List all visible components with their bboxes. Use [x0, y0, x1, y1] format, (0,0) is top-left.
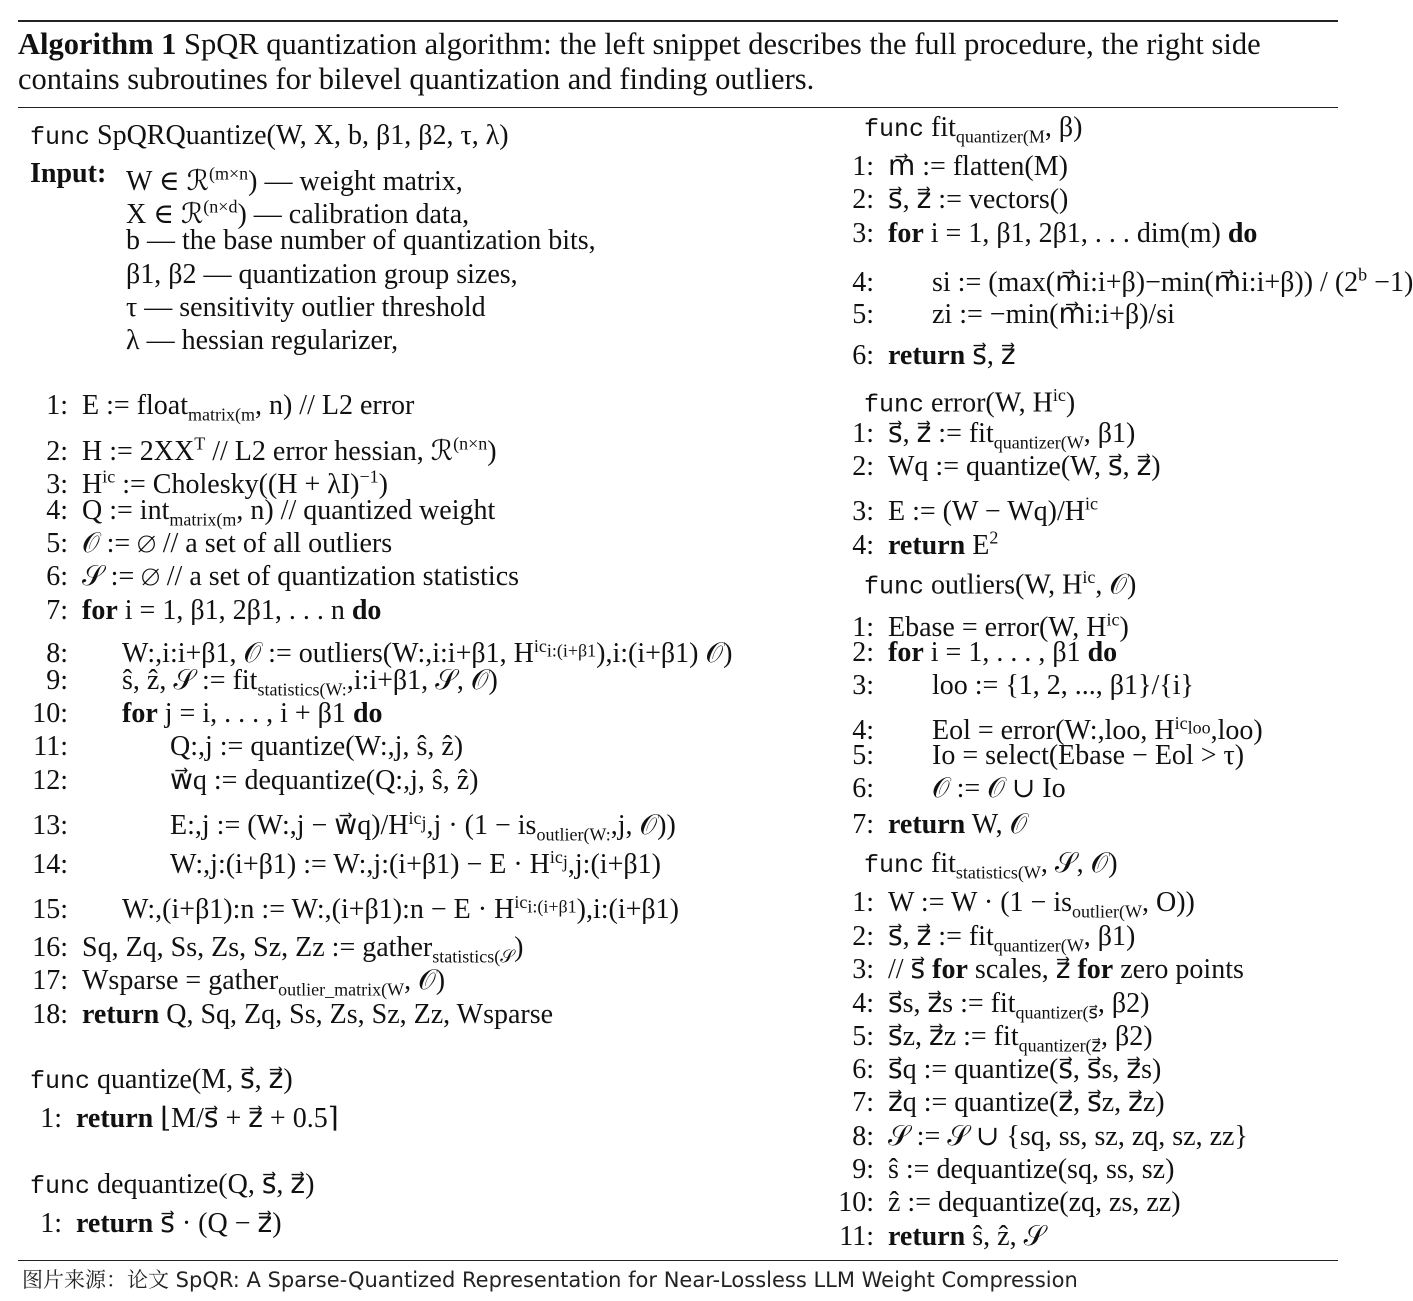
line-number: 17: — [32, 965, 68, 996]
line-text: s⃗z, z⃗z := fit$_{quantizer(z⃗}$, β2) — [888, 1021, 1153, 1056]
line-text: w⃗q := dequantize(Q:,j, ŝ, ẑ) — [170, 765, 479, 796]
line-number: 2: — [46, 436, 68, 468]
line-number: 4: — [852, 267, 874, 299]
caption-rule — [18, 107, 1338, 108]
line-text: ŝ, ẑ, 𝒮 := fit$_{statistics(W:}$,i:i+β1, 𝒮, 𝒪) — [122, 665, 498, 700]
line-number: 1: — [852, 418, 874, 449]
line-text: W:,i:i+β1, 𝒪 := outliers(W:,i:i+β1, $H^{ic_{i:(i+\beta 1}}),i:(i+\beta 1)$ 𝒪) — [122, 636, 733, 670]
line-number: 6: — [852, 1054, 874, 1085]
line-text: loo := {1, 2, ..., β1}/{i} — [932, 670, 1194, 701]
line-text: z⃗q := quantize(z⃗, s⃗z, z⃗z) — [888, 1087, 1165, 1118]
line-number: 7: — [46, 595, 68, 626]
line-text: return $E^2$ — [888, 528, 999, 562]
line-text: zi := −min(m⃗i:i+β)/si — [932, 299, 1175, 330]
line-text: E := float$_{matrix(m}$, n) // L2 error — [82, 390, 415, 425]
line-text: s⃗, z⃗ := fit$_{quantizer(W}$, β1) — [888, 418, 1136, 453]
line-text: 𝒪 := 𝒪 ∪ Io — [932, 773, 1066, 804]
step-line — [0, 389, 414, 432]
step-line — [0, 560, 519, 594]
fit-statistics-step — [834, 1120, 1248, 1154]
dequantize-step — [22, 1207, 282, 1241]
step-line — [0, 998, 553, 1032]
outliers-step — [834, 808, 1027, 842]
line-text: H := $2XX^T // L2$ error hessian, ℛ$^{(n\times n}$) — [82, 434, 497, 468]
line-number: 2: — [852, 921, 874, 952]
spqr-header: func SpQRQuantize(W, X, b, β1, β2, τ, λ) — [30, 120, 509, 152]
line-text: for i = 1, . . . , β1 do — [888, 637, 1118, 668]
caption-text: SpQR quantization algorithm: the left snippet describes the full procedure, the right side contains subroutines for bilevel quantization and finding outliers. — [18, 27, 1261, 96]
step-line — [0, 527, 392, 561]
line-text: b — the base number of quantization bits, — [126, 225, 596, 256]
line-text: 𝒮 := 𝒮 ∪ {sq, ss, sz, zq, sz, zz} — [888, 1121, 1248, 1152]
line-text: $H^{ic}$ := Cholesky((H + λI)$^{-1}$) — [82, 467, 388, 501]
line-number: 2: — [852, 637, 874, 668]
line-text: Q := int$_{matrix(m}$, n) // quantized weight — [82, 495, 496, 530]
line-number: 11: — [33, 731, 68, 762]
input-label: Input: — [30, 158, 107, 189]
line-text: s⃗, z⃗ := vectors() — [888, 184, 1069, 215]
outliers-step — [834, 772, 1066, 806]
line-text: // s⃗ for scales, z⃗ for zero points — [888, 954, 1244, 985]
line-number: 1: — [40, 1103, 62, 1134]
line-text: Ebase = error(W, $H^{ic}$) — [888, 610, 1129, 644]
dequantize-header: func dequantize(Q, s⃗, z⃗) — [30, 1169, 315, 1201]
line-number: 10: — [32, 698, 68, 729]
line-text: ŝ := dequantize(sq, ss, sz) — [888, 1154, 1175, 1185]
line-number: 5: — [46, 528, 68, 559]
line-text: τ — sensitivity outlier threshold — [126, 292, 486, 323]
line-number: 7: — [852, 809, 874, 840]
line-text: Q:,j := quantize(W:,j, ŝ, ẑ) — [170, 731, 464, 762]
input-item — [126, 291, 486, 325]
line-text: si := (max(m⃗i:i+β)−min(m⃗i:i+β)) / $(2^b -1)$ — [932, 265, 1413, 299]
line-number: 2: — [852, 451, 874, 482]
line-number: 5: — [852, 740, 874, 771]
error-header: func error(W, $H^{ic}$) — [864, 385, 1076, 420]
line-number: 10: — [838, 1187, 874, 1218]
line-number: 1: — [852, 612, 874, 644]
fit-quantizer-step — [834, 339, 1016, 373]
step-line — [0, 730, 463, 764]
line-text: return Q, Sq, Zq, Ss, Zs, Sz, Zz, Wsparse — [82, 999, 554, 1030]
line-text: W := $W \cdot (1 - is_{outlier(W}$, O)) — [888, 887, 1195, 922]
line-text: X ∈ ℛ$^{(n\times d}$) — calibration data, — [126, 197, 470, 231]
input-item — [126, 258, 518, 292]
line-number: 6: — [852, 773, 874, 804]
line-number: 8: — [852, 1121, 874, 1152]
line-text: ẑ := dequantize(zq, zs, zz) — [888, 1187, 1181, 1218]
line-number: 4: — [46, 495, 68, 526]
line-number: 5: — [852, 1021, 874, 1052]
fit-quantizer-header: func fit$_{quantizer(M}$, β) — [864, 112, 1083, 147]
line-text: return s⃗, z⃗ — [888, 340, 1016, 371]
line-text: W ∈ ℛ$^{(m\times n}$) — weight matrix, — [126, 164, 463, 198]
line-number: 12: — [32, 765, 68, 796]
input-label-line — [30, 157, 106, 191]
line-text: W:,(i+β1):n := W:,(i+β1):n − $E \cdot H^{ic_{i:(i+\beta 1}}),i:(i+\beta 1)$ — [122, 892, 679, 926]
line-number: 3: — [852, 218, 874, 249]
fit-quantizer-step — [834, 298, 1175, 332]
line-text: 𝒮 := ∅ // a set of quantization statistics — [82, 561, 520, 592]
line-text: for i = 1, β1, 2β1, . . . dim(m) do — [888, 218, 1258, 249]
step-line — [0, 885, 679, 927]
line-text: Wsparse = gather$_{outlier\_matrix(W}$, 𝒪) — [82, 965, 446, 1000]
input-item — [126, 324, 398, 358]
line-text: λ — hessian regularizer, — [126, 325, 399, 356]
line-number: 2: — [852, 184, 874, 215]
fit-quantizer-step — [834, 183, 1068, 217]
line-text: return ŝ, ẑ, 𝒮 — [888, 1221, 1046, 1252]
fit-statistics-step — [834, 1186, 1181, 1220]
line-number: 1: — [40, 1208, 62, 1239]
fit-statistics-header: func fit$_{statistics(W}$, 𝒮, 𝒪) — [864, 848, 1118, 883]
line-number: 11: — [839, 1221, 874, 1252]
line-number: 3: — [852, 670, 874, 701]
line-number: 16: — [32, 932, 68, 963]
line-number: 7: — [852, 1087, 874, 1118]
step-line — [0, 764, 479, 798]
fit-statistics-step — [834, 1086, 1165, 1120]
line-number: 4: — [852, 988, 874, 1019]
line-number: 4: — [852, 715, 874, 747]
line-text: β1, β2 — quantization group sizes, — [126, 259, 518, 290]
line-number: 3: — [852, 496, 874, 528]
line-number: 1: — [852, 151, 874, 182]
line-number: 5: — [852, 299, 874, 330]
line-number: 3: — [852, 954, 874, 985]
line-number: 14: — [32, 849, 68, 881]
step-line — [0, 594, 381, 628]
line-number: 13: — [32, 810, 68, 842]
fit-quantizer-step — [834, 258, 1413, 300]
line-text: for i = 1, β1, 2β1, . . . n do — [82, 595, 382, 626]
line-text: return W, 𝒪 — [888, 809, 1028, 840]
line-number: 18: — [32, 999, 68, 1030]
fit-statistics-step — [834, 953, 1244, 987]
fit-statistics-step — [834, 1053, 1161, 1087]
line-number: 6: — [852, 340, 874, 371]
line-text: s⃗s, z⃗s := fit$_{quantizer(s⃗}$, β2) — [888, 988, 1150, 1023]
bottom-rule — [18, 1260, 1338, 1261]
fit-quantizer-step — [834, 150, 1068, 184]
step-line — [0, 840, 661, 882]
line-number: 1: — [852, 887, 874, 918]
line-number: 1: — [46, 390, 68, 421]
outliers-step — [834, 636, 1117, 670]
quantize-header: func quantize(M, s⃗, z⃗) — [30, 1064, 293, 1096]
line-text: s⃗, z⃗ := fit$_{quantizer(W}$, β1) — [888, 921, 1136, 956]
error-step — [834, 521, 998, 563]
algorithm-caption — [18, 27, 1340, 97]
outliers-step — [834, 739, 1244, 773]
fit-quantizer-step — [834, 217, 1257, 251]
line-text: m⃗ := flatten(M) — [888, 151, 1068, 182]
fit-statistics-step — [834, 1153, 1174, 1187]
line-text: Sq, Zq, Ss, Zs, Sz, Zz := gather$_{statistics(𝒮}$) — [82, 932, 524, 967]
fit-statistics-step — [834, 1220, 1045, 1254]
line-number: 9: — [46, 665, 68, 696]
line-number: 9: — [852, 1154, 874, 1185]
line-text: 𝒪 := ∅ // a set of all outliers — [82, 528, 393, 559]
line-text: s⃗q := quantize(s⃗, s⃗s, z⃗s) — [888, 1054, 1162, 1085]
top-rule — [18, 20, 1338, 22]
line-text: Eol = error(W:,loo, $H^{ic_{loo}},loo$) — [932, 713, 1263, 747]
error-step — [834, 450, 1161, 484]
line-number: 4: — [852, 530, 874, 562]
caption-label: Algorithm 1 — [18, 27, 177, 61]
line-text: W:,j:(i+β1) := W:,j:(i+β1) − $E \cdot H^{ic_j},j:(i+\beta 1)$ — [170, 847, 661, 881]
line-number: 6: — [46, 561, 68, 592]
outliers-header: func outliers(W, $H^{ic}$, 𝒪) — [864, 567, 1137, 602]
input-item — [126, 224, 596, 258]
line-text: Wq := quantize(W, s⃗, z⃗) — [888, 451, 1161, 482]
line-text: return s⃗ · (Q − z⃗) — [76, 1208, 282, 1239]
outliers-step — [834, 669, 1194, 703]
line-number: 3: — [46, 469, 68, 501]
line-text: E:,j := (W:,j − $w⃗q)/H^{ic_j},j \cdot (1 - is_{outlier(W:},j$, 𝒪)) — [170, 808, 676, 845]
line-text: E := $(W - Wq)/H^{ic}$ — [888, 494, 1098, 528]
line-text: Io = select(Ebase − Eol > τ) — [932, 740, 1245, 771]
line-number: 15: — [32, 894, 68, 926]
quantize-step — [22, 1102, 339, 1136]
line-text: for j = i, . . . , i + β1 do — [122, 698, 383, 729]
line-text: return ⌊M/s⃗ + z⃗ + 0.5⌉ — [76, 1103, 339, 1134]
step-line — [0, 697, 383, 731]
line-number: 8: — [46, 638, 68, 670]
source-footer: 图片来源：论文 SpQR: A Sparse-Quantized Representation for Near-Lossless LLM Weight Compression — [22, 1268, 1078, 1292]
